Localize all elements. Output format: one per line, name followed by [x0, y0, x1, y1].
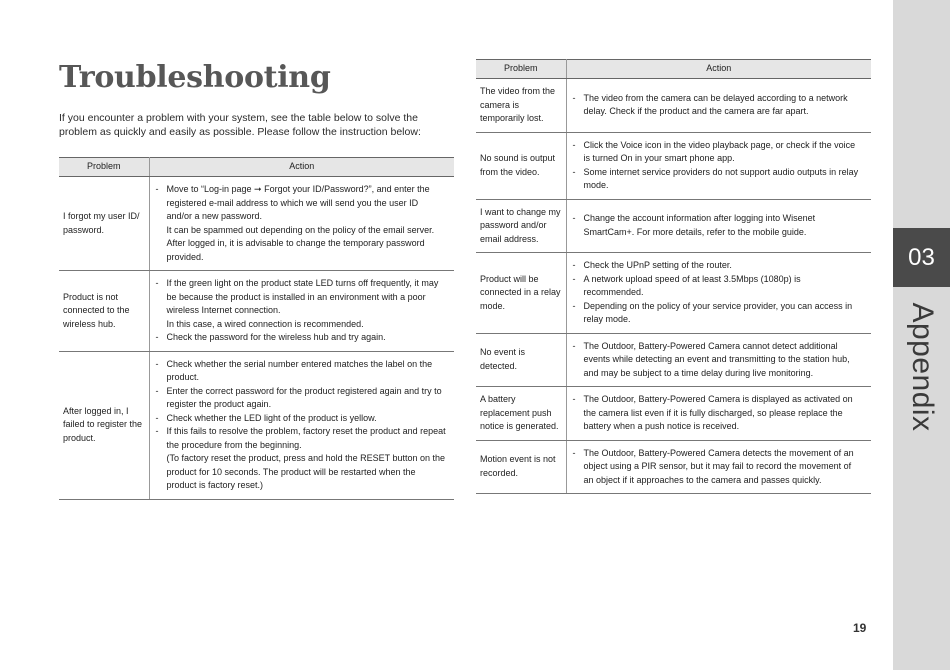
action-cell — [566, 79, 871, 133]
table-header-row — [59, 158, 454, 177]
problem-cell: I want to change my password and/or email address. — [476, 199, 566, 253]
page-number: 19 — [853, 621, 867, 635]
action-item: (To factory reset the product, press and hold the RESET button on the product for 10 seconds. The product will be restarted when the product is factory reset.) — [166, 453, 445, 490]
action-item: - Check whether the LED light of the product is yellow. — [154, 412, 447, 426]
table-row — [476, 79, 871, 133]
table-body — [59, 177, 454, 500]
action-list — [571, 212, 864, 239]
problem-cell: No event is detected. — [476, 333, 566, 387]
problem-column-header: Problem — [476, 60, 566, 79]
action-item: - The Outdoor, Battery-Powered Camera cannot detect additional events while detecting an event and transmitting to the station hub, and may be subject to a time delay during live monitoring. — [571, 340, 864, 381]
action-item: - Check whether the serial number entered matches the label on the product. — [154, 358, 447, 385]
action-list — [154, 183, 447, 264]
problem-cell: Product is not connected to the wireless hub. — [59, 271, 149, 352]
action-cell — [566, 253, 871, 334]
action-list — [571, 447, 864, 488]
action-item: - Depending on the policy of your service provider, you can access in relay mode. — [571, 300, 864, 327]
problem-cell: A battery replacement push notice is generated. — [476, 387, 566, 441]
action-item: - Some internet service providers do not support audio outputs in relay mode. — [571, 166, 864, 193]
action-item: - The Outdoor, Battery-Powered Camera is displayed as activated on the camera list even if it is fully discharged, so please replace the battery when a push notice is received. — [571, 393, 864, 434]
action-item: - Check the UPnP setting of the router. — [571, 259, 864, 273]
action-cell — [149, 351, 454, 499]
action-list — [571, 340, 864, 381]
table-row — [476, 253, 871, 334]
action-column-header: Action — [149, 158, 454, 177]
problem-column-header: Problem — [59, 158, 149, 177]
action-item: In this case, a wired connection is recommended. — [166, 318, 364, 329]
action-item: - Click the Voice icon in the video playback page, or check if the voice is turned On in your smart phone app. — [571, 139, 864, 166]
chapter-number-box: 03 — [893, 228, 950, 287]
table-row — [59, 351, 454, 499]
action-cell — [566, 387, 871, 441]
action-column-header: Action — [566, 60, 871, 79]
table-row — [476, 132, 871, 199]
action-item: - If this fails to resolve the problem, factory reset the product and repeat the procedure from the beginning. — [154, 425, 447, 452]
page-title: Troubleshooting — [59, 60, 331, 95]
troubleshooting-table-left — [59, 157, 454, 500]
action-item: - The Outdoor, Battery-Powered Camera detects the movement of an object using a PIR sensor, but it may fail to record the movement of an object if it approaches to the camera and passes quickly. — [571, 447, 864, 488]
table-header-row — [476, 60, 871, 79]
action-cell — [566, 333, 871, 387]
problem-cell: Product will be connected in a relay mode. — [476, 253, 566, 334]
action-item: It can be spammed out depending on the policy of the email server. — [166, 224, 435, 235]
intro-paragraph: If you encounter a problem with your system, see the table below to solve the problem as quickly and easily as possible. Please follow the instruction below: — [59, 112, 421, 138]
action-list — [571, 139, 864, 193]
table-body — [476, 79, 871, 494]
action-item: - If the green light on the product state LED turns off frequently, it may be because the product is installed in an environment with a poor wireless Internet connection. — [154, 277, 447, 318]
action-list — [154, 277, 447, 345]
action-item: - Check the password for the wireless hub and try again. — [154, 331, 447, 345]
table-row — [59, 271, 454, 352]
problem-cell: No sound is output from the video. — [476, 132, 566, 199]
action-list — [571, 393, 864, 434]
problem-cell: Motion event is not recorded. — [476, 440, 566, 494]
action-item: - Change the account information after logging into Wisenet SmartCam+. For more details, refer to the mobile guide. — [571, 212, 864, 239]
action-list — [571, 259, 864, 327]
problem-cell: The video from the camera is temporarily lost. — [476, 79, 566, 133]
action-cell — [566, 440, 871, 494]
action-item: After logged in, it is advisable to change the temporary password provided. — [166, 238, 425, 262]
problem-cell: After logged in, I failed to register the product. — [59, 351, 149, 499]
table-row — [59, 177, 454, 271]
action-item: - Enter the correct password for the product registered again and try to register the product again. — [154, 385, 447, 412]
action-item: - The video from the camera can be delayed according to a network delay. Check if the product and the camera are far apart. — [571, 92, 864, 119]
action-list — [571, 92, 864, 119]
action-item: - A network upload speed of at least 3.5Mbps (1080p) is recommended. — [571, 273, 864, 300]
troubleshooting-table-right — [476, 59, 871, 494]
action-cell — [149, 271, 454, 352]
table-row — [476, 387, 871, 441]
action-cell — [566, 132, 871, 199]
table-row — [476, 199, 871, 253]
table-row — [476, 333, 871, 387]
chapter-label: Appendix — [906, 302, 939, 432]
action-cell — [149, 177, 454, 271]
problem-cell: I forgot my user ID/ password. — [59, 177, 149, 271]
action-cell — [566, 199, 871, 253]
table-row — [476, 440, 871, 494]
action-item: - Move to “Log-in page ➞ Forgot your ID/Password?”, and enter the registered e-mail address to which we will send you the user ID and/or a new password. — [154, 183, 447, 224]
action-list — [154, 358, 447, 493]
